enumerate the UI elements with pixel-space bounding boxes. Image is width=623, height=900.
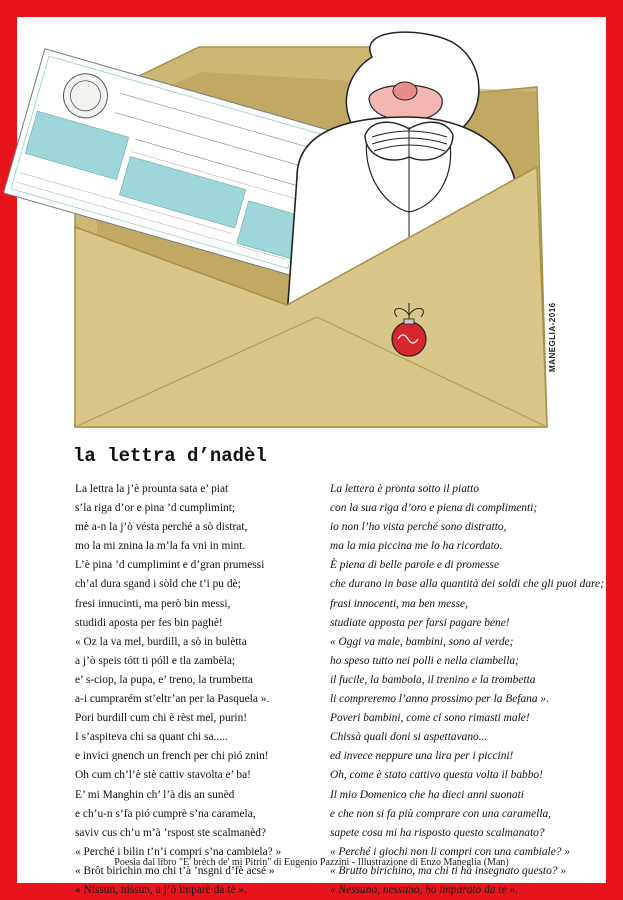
poem-line: « Perché i giochi non li compri con una cambiale? » xyxy=(330,845,570,858)
poem-line: « Oz la va mel, burdill, a sò in bulètta xyxy=(75,635,247,648)
poem-line: mo la mi znina la m’la fa vni in mint. xyxy=(75,540,246,553)
poem-line: ed invece neppure una lira per i piccini! xyxy=(330,750,514,763)
poem-line: Poveri bambini, come ci sono rimasti male! xyxy=(330,712,530,725)
poem-title: la lettra d’nadèl xyxy=(73,445,267,467)
poem-line: E’ mi Manghin ch’ l’à dis an sunèd xyxy=(75,788,235,801)
poem-line: e invici gnench un french per chi pió znin! xyxy=(75,750,269,763)
poem-line: « Perché i bilin t’n’i compri s’na cambiela? » xyxy=(75,845,282,858)
poem-line: mè a-n la j’ò vésta perché a sò distrat, xyxy=(75,521,248,534)
poem-line: « Nissun, nissun, a j’ò imparè da tè ». xyxy=(75,883,247,896)
poem-line: e ch’u-n s’fa pió cumprè s’na caramela, xyxy=(75,807,256,820)
poem-line: e che non si fa più comprare con una caramella, xyxy=(330,807,552,820)
poem-line: Pori burdill cum chi è rèst mel, purin! xyxy=(75,712,248,725)
italian-translation xyxy=(330,480,604,900)
poem-line: I s’aspiteva chi sa quant chi sa..... xyxy=(75,731,228,744)
poem-line: e’ s-ciop, la pupa, e’ treno, la trumbetta xyxy=(75,673,253,686)
poem-line: ho speso tutto nei polli e nella ciambella; xyxy=(330,654,519,667)
artist-signature: MANEGLIA-2016 xyxy=(548,302,557,372)
poem-line: Oh, come è stato cattivo questa volta il babbo! xyxy=(330,769,543,782)
dialect-poem xyxy=(75,480,281,900)
poem-line: studiate apposta per farsi pagare bene! xyxy=(330,616,510,629)
poem-line: con la sua riga d’oro e piena di complimenti; xyxy=(330,502,538,515)
poem-line: Oh cum ch’l’è stè cattiv stavolta e’ ba! xyxy=(75,769,251,782)
poem-line: « Brutto birichino, ma chi ti ha insegnato questo? » xyxy=(330,864,567,877)
poem-line: s’la riga d’or e pina ’d cumplimint; xyxy=(75,502,236,515)
poem-line: La lettera è pronta sotto il piatto xyxy=(330,483,479,495)
poem-line: « Brôt birichin mo chi t’à ’nsgni d’fè acsé » xyxy=(75,864,275,877)
santa-nose xyxy=(393,82,417,100)
poem-line: L’è pina ’d cumplimint e d’gran prumessi xyxy=(75,559,265,572)
poem-line: saviv cus ch’u m’à ’rspost ste scalmanèd? xyxy=(75,826,267,839)
poem-line: fresi innucinti, ma però bin messi, xyxy=(75,597,231,610)
poem-line: a-i cumprarém st’eltr’an per la Pasquela ». xyxy=(75,693,270,706)
poem-line: a j’ò speis tótt ti póll e tla zambèla; xyxy=(75,654,236,667)
poem-line: ma la mia piccina me lo ha ricordato. xyxy=(330,540,503,553)
poem-line: « Oggi va male, bambini, sono al verde; xyxy=(330,635,514,648)
poem-line: io non l’ho vista perché sono distratto, xyxy=(330,521,507,534)
poem-line: frasi innocenti, ma ben messe, xyxy=(330,597,468,610)
poem-line: È piena di belle parole e di promesse xyxy=(330,559,500,572)
poem-line: Chissà quali doni si aspettavano... xyxy=(330,731,488,744)
poem-line: Il mio Domenico che ha dieci anni suonati xyxy=(330,788,524,801)
poem-line: « Nessuno, nessuno, ho imparato da te ». xyxy=(330,883,518,896)
poem-line: sapete cosa mi ha risposto questo scalmanato? xyxy=(330,826,545,839)
poem-line: che durano in base alla quantità dei soldi che gli puoi dare; xyxy=(330,578,604,591)
poem-line: studidi aposta per fes bin paghè! xyxy=(75,616,223,629)
illustration xyxy=(17,17,606,437)
poster-sheet xyxy=(17,17,606,896)
poem-line: il fucile, la bambola, il trenino e la trombetta xyxy=(330,673,536,686)
poem-line: ch’al dura sgand i sòld che t’i pu dè; xyxy=(75,578,241,591)
poem-line: li compreremo l’anno prossimo per la Befana ». xyxy=(330,693,549,706)
poem-line: La lettra la j’è prounta sata e’ piat xyxy=(75,483,229,495)
poem-credit: Poesia dal libro "E' bréch de' mi Pitrin" di Eugenio Pazzini - Illustrazione di Enzo Maneglia (Man) xyxy=(114,857,509,868)
